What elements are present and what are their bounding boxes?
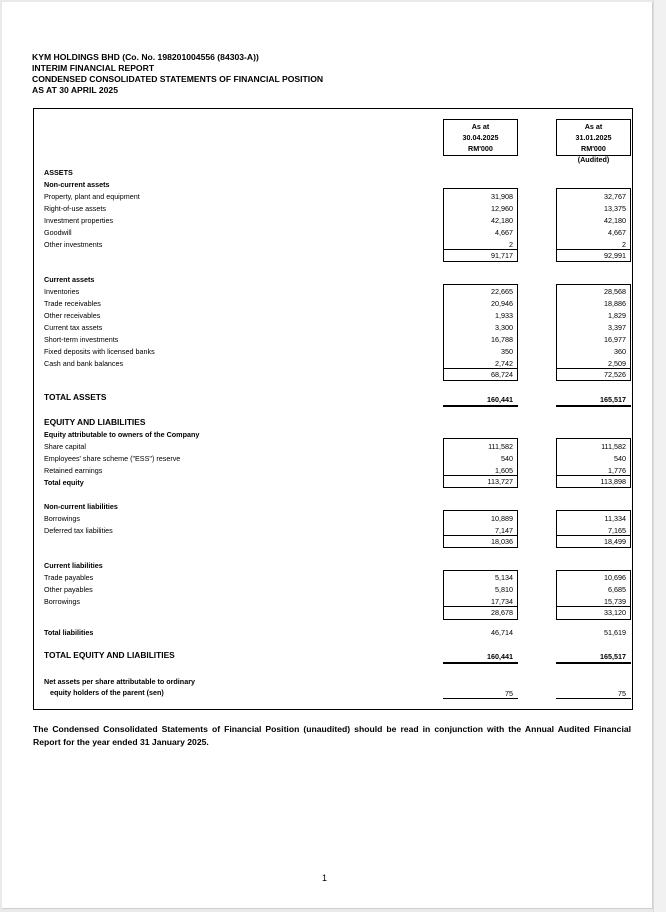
value-cell: 15,739 — [604, 597, 626, 606]
value-cell: 32,767 — [604, 192, 626, 201]
subtotal-value: 68,724 — [491, 370, 513, 379]
subtotal-value: 28,678 — [491, 608, 513, 617]
value-cell: 2 — [509, 240, 513, 249]
value-cell: 5,810 — [495, 585, 513, 594]
statement-title: CONDENSED CONSOLIDATED STATEMENTS OF FINANCIAL POSITION — [32, 74, 324, 84]
value-cell: 111,582 — [601, 442, 626, 451]
col-prior-unit: RM'000 — [581, 144, 606, 153]
subtotal-line — [556, 249, 631, 250]
row-label: Retained earnings — [44, 466, 103, 475]
subtotal-line — [443, 368, 518, 369]
double-underline — [443, 405, 518, 407]
total-equity-liabilities-value: 165,517 — [600, 652, 626, 661]
total-equity-liabilities-label: TOTAL EQUITY AND LIABILITIES — [44, 650, 175, 660]
subtotal-line — [556, 606, 631, 607]
double-underline — [556, 405, 631, 407]
underline — [443, 698, 518, 699]
nav-value: 75 — [505, 689, 513, 698]
value-cell: 16,977 — [604, 335, 626, 344]
current-liabilities-heading: Current liabilities — [44, 561, 103, 570]
row-label: Short-term investments — [44, 335, 119, 344]
value-cell: 111,582 — [488, 442, 513, 451]
underline — [556, 698, 631, 699]
row-label: Other receivables — [44, 311, 101, 320]
row-label: Current tax assets — [44, 323, 103, 332]
total-liabilities-value: 51,619 — [604, 628, 626, 637]
total-equity-liabilities-value: 160,441 — [487, 652, 513, 661]
row-label: Trade payables — [44, 573, 94, 582]
subtotal-line — [443, 249, 518, 250]
subtotal-value: 18,036 — [491, 537, 513, 546]
scrollbar[interactable] — [653, 0, 666, 912]
row-label: Inventories — [44, 287, 80, 296]
row-label: Other payables — [44, 585, 93, 594]
subtotal-value: 18,499 — [604, 537, 626, 546]
value-cell: 540 — [501, 454, 513, 463]
value-cell: 1,605 — [495, 466, 513, 475]
column-header-prior — [556, 119, 631, 156]
subtotal-line — [556, 535, 631, 536]
value-cell: 1,776 — [608, 466, 626, 475]
double-underline — [443, 662, 518, 664]
value-cell: 1,829 — [608, 311, 626, 320]
row-label: Employees' share scheme ("ESS") reserve — [44, 454, 181, 463]
subtotal-value: 72,526 — [604, 370, 626, 379]
value-cell: 360 — [614, 347, 626, 356]
total-equity-label: Total equity — [44, 478, 84, 487]
row-label: Deferred tax liabilities — [44, 526, 113, 535]
value-cell: 540 — [614, 454, 626, 463]
total-assets-value: 160,441 — [487, 395, 513, 404]
total-equity-value: 113,727 — [487, 477, 513, 486]
value-cell: 13,375 — [604, 204, 626, 213]
value-cell: 350 — [501, 347, 513, 356]
value-cell: 6,685 — [608, 585, 626, 594]
nav-value: 75 — [618, 689, 626, 698]
row-label: Goodwill — [44, 228, 72, 237]
row-label: Fixed deposits with licensed banks — [44, 347, 155, 356]
non-current-assets-heading: Non-current assets — [44, 180, 110, 189]
subtotal-value: 91,717 — [491, 251, 513, 260]
col-prior-audited: (Audited) — [577, 155, 610, 164]
total-liabilities-label: Total liabilities — [44, 628, 94, 637]
subtotal-value: 33,120 — [604, 608, 626, 617]
row-label: Right-of-use assets — [44, 204, 106, 213]
value-cell: 31,908 — [491, 192, 513, 201]
subtotal-line — [443, 606, 518, 607]
subtotal-value: 92,991 — [604, 251, 626, 260]
value-cell: 18,886 — [604, 299, 626, 308]
subtotal-line — [443, 535, 518, 536]
row-label: Investment properties — [44, 216, 114, 225]
non-current-liabilities-heading: Non-current liabilities — [44, 502, 118, 511]
total-assets-value: 165,517 — [600, 395, 626, 404]
total-assets-label: TOTAL ASSETS — [44, 392, 107, 402]
subtotal-line — [443, 475, 518, 476]
value-cell: 17,734 — [491, 597, 513, 606]
col-current-unit: RM'000 — [468, 144, 493, 153]
value-cell: 3,397 — [608, 323, 626, 332]
value-cell: 12,960 — [491, 204, 513, 213]
subtotal-line — [556, 368, 631, 369]
subtotal-line — [556, 475, 631, 476]
row-label: Trade receivables — [44, 299, 101, 308]
assets-heading: ASSETS — [44, 168, 73, 177]
value-cell: 16,788 — [491, 335, 513, 344]
value-cell: 7,147 — [495, 526, 513, 535]
value-cell: 2 — [622, 240, 626, 249]
nav-label-line1: Net assets per share attributable to ordinary — [44, 677, 195, 686]
company-name: KYM HOLDINGS BHD (Co. No. 198201004556 (84303-A)) — [32, 52, 259, 62]
row-label: Share capital — [44, 442, 86, 451]
equity-liabilities-heading: EQUITY AND LIABILITIES — [44, 417, 146, 427]
value-cell: 4,667 — [608, 228, 626, 237]
col-prior-line1: As at — [584, 122, 603, 131]
double-underline — [556, 662, 631, 664]
value-cell: 20,946 — [491, 299, 513, 308]
equity-subtitle: Equity attributable to owners of the Company — [44, 430, 200, 439]
page-number: 1 — [322, 873, 328, 883]
statement-date: AS AT 30 APRIL 2025 — [32, 85, 118, 95]
value-cell: 28,568 — [604, 287, 626, 296]
row-label: Cash and bank balances — [44, 359, 124, 368]
row-label: Borrowings — [44, 597, 80, 606]
value-cell: 7,165 — [608, 526, 626, 535]
nav-label-line2: equity holders of the parent (sen) — [50, 688, 164, 697]
total-equity-value: 113,898 — [600, 477, 626, 486]
col-current-line1: As at — [471, 122, 490, 131]
value-cell: 42,180 — [491, 216, 513, 225]
value-cell: 10,889 — [491, 514, 513, 523]
current-assets-heading: Current assets — [44, 275, 95, 284]
value-cell: 1,933 — [495, 311, 513, 320]
value-cell: 5,134 — [495, 573, 513, 582]
col-current-date: 30.04.2025 — [462, 133, 499, 142]
value-cell: 22,665 — [491, 287, 513, 296]
report-title: INTERIM FINANCIAL REPORT — [32, 63, 155, 73]
footnote: The Condensed Consolidated Statements of Financial Position (unaudited) should be read in conjunction with the Annual Audited Financial Report for the year ended 31 January 2025. — [33, 724, 631, 747]
value-cell: 4,667 — [495, 228, 513, 237]
column-header-current — [443, 119, 518, 156]
value-cell: 2,509 — [608, 359, 626, 368]
row-label: Borrowings — [44, 514, 80, 523]
value-cell: 11,334 — [604, 514, 626, 523]
value-cell: 2,742 — [495, 359, 513, 368]
row-label: Other investments — [44, 240, 103, 249]
row-label: Property, plant and equipment — [44, 192, 140, 201]
col-prior-date: 31.01.2025 — [575, 133, 612, 142]
total-liabilities-value: 46,714 — [491, 628, 513, 637]
value-cell: 3,300 — [495, 323, 513, 332]
value-cell: 42,180 — [604, 216, 626, 225]
value-cell: 10,696 — [604, 573, 626, 582]
